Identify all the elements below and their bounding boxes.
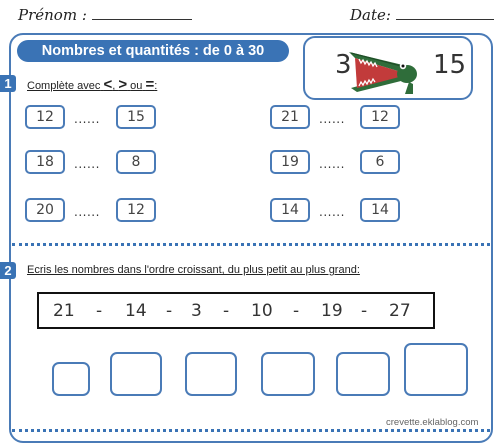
sequence-number: 21 [53, 301, 75, 321]
compare-blank[interactable]: ...... [319, 112, 345, 126]
crocodile-icon [347, 44, 419, 96]
compare-box: 6 [360, 150, 400, 174]
compare-box: 8 [116, 150, 156, 174]
compare-box: 15 [116, 105, 156, 129]
sequence-number: 27 [389, 301, 411, 321]
greater-than-symbol: > [118, 76, 128, 93]
exercise-1-instruction: Complète avec <, > ou =: [27, 76, 158, 93]
sequence-separator: - [96, 301, 103, 321]
compare-box: 18 [25, 150, 65, 174]
compare-blank[interactable]: ...... [74, 112, 100, 126]
section-separator [12, 243, 490, 246]
compare-box: 12 [360, 105, 400, 129]
exercise-2-badge: 2 [0, 262, 16, 279]
example-right-number: 15 [433, 50, 467, 80]
compare-blank[interactable]: ...... [74, 157, 100, 171]
compare-box: 12 [25, 105, 65, 129]
compare-box: 20 [25, 198, 65, 222]
date-label: Date: [350, 6, 391, 24]
compare-box: 12 [116, 198, 156, 222]
name-label: Prénom : [18, 6, 87, 24]
date-field[interactable] [396, 7, 494, 20]
example-box [303, 36, 473, 100]
answer-box[interactable] [404, 343, 468, 396]
answer-box[interactable] [336, 352, 390, 396]
answer-box[interactable] [110, 352, 162, 396]
footer-credit: crevette.eklablog.com [386, 417, 479, 428]
sequence-number: 10 [251, 301, 273, 321]
sequence-number: 14 [125, 301, 147, 321]
compare-box: 14 [270, 198, 310, 222]
worksheet-title: Nombres et quantités : de 0 à 30 [17, 40, 289, 62]
answer-box[interactable] [261, 352, 315, 396]
compare-blank[interactable]: ...... [319, 205, 345, 219]
exercise-1-badge: 1 [0, 75, 16, 92]
compare-box: 21 [270, 105, 310, 129]
answer-box[interactable] [185, 352, 237, 396]
compare-box: 14 [360, 198, 400, 222]
compare-box: 19 [270, 150, 310, 174]
sequence-number: 3 [191, 301, 202, 321]
sequence-separator: - [223, 301, 230, 321]
compare-blank[interactable]: ...... [74, 205, 100, 219]
date-header [350, 6, 494, 24]
compare-blank[interactable]: ...... [319, 157, 345, 171]
sequence-separator: - [166, 301, 173, 321]
exercise-2-instruction: Ecris les nombres dans l'ordre croissant, du plus petit au plus grand: [27, 264, 360, 276]
bottom-separator [12, 429, 490, 432]
number-sequence-box [37, 292, 435, 329]
answer-box[interactable] [52, 362, 90, 396]
equal-symbol: = [145, 76, 155, 93]
example-left-number: 3 [335, 50, 352, 80]
sequence-separator: - [293, 301, 300, 321]
less-than-symbol: < [103, 76, 113, 93]
name-header [18, 6, 192, 24]
sequence-number: 19 [321, 301, 343, 321]
sequence-separator: - [361, 301, 368, 321]
name-field[interactable] [92, 7, 192, 20]
